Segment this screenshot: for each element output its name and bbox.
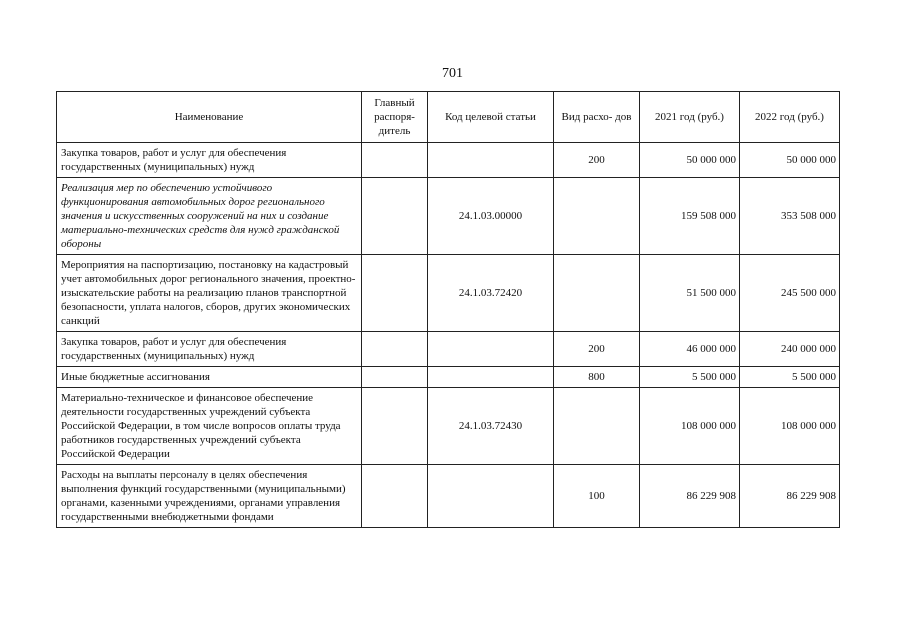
cell-year-2021: 46 000 000: [640, 332, 740, 367]
cell-main-manager: [362, 178, 428, 255]
cell-target-code: [428, 332, 554, 367]
cell-year-2022: 240 000 000: [740, 332, 840, 367]
cell-target-code: 24.1.03.00000: [428, 178, 554, 255]
cell-target-code: [428, 367, 554, 388]
header-name: Наименование: [57, 92, 362, 143]
table-row: [57, 465, 840, 528]
cell-expense-type: 100: [554, 465, 640, 528]
cell-year-2022: 108 000 000: [740, 388, 840, 465]
cell-expense-type: 200: [554, 332, 640, 367]
cell-main-manager: [362, 255, 428, 332]
cell-name: Материально-техническое и финансовое обеспечение деятельности государственных учреждений субъекта Российской Федерации, в том числе вопросов оплаты труда работников государственных учреждений субъекта Российской Федерации: [57, 388, 362, 465]
cell-name: Реализация мер по обеспечению устойчивого функционирования автомобильных дорог регионального значения и искусственных сооружений на них и создание материально-технических средств для нужд гражданской обороны: [57, 178, 362, 255]
cell-name: Закупка товаров, работ и услуг для обеспечения государственных (муниципальных) нужд: [57, 332, 362, 367]
table-row: [57, 178, 840, 255]
cell-expense-type: 200: [554, 143, 640, 178]
table-header-row: [57, 92, 840, 143]
cell-name: Иные бюджетные ассигнования: [57, 367, 362, 388]
cell-year-2022: 50 000 000: [740, 143, 840, 178]
cell-target-code: 24.1.03.72420: [428, 255, 554, 332]
header-year-2021: 2021 год (руб.): [640, 92, 740, 143]
cell-expense-type: 800: [554, 367, 640, 388]
header-main-manager: Главный распоря- дитель: [362, 92, 428, 143]
cell-main-manager: [362, 367, 428, 388]
cell-year-2022: 86 229 908: [740, 465, 840, 528]
cell-expense-type: [554, 255, 640, 332]
cell-target-code: [428, 465, 554, 528]
cell-main-manager: [362, 465, 428, 528]
table-row: [57, 332, 840, 367]
cell-expense-type: [554, 178, 640, 255]
header-year-2022: 2022 год (руб.): [740, 92, 840, 143]
cell-main-manager: [362, 388, 428, 465]
header-target-code: Код целевой статьи: [428, 92, 554, 143]
cell-year-2021: 108 000 000: [640, 388, 740, 465]
cell-target-code: 24.1.03.72430: [428, 388, 554, 465]
budget-table: [56, 91, 840, 528]
cell-year-2022: 353 508 000: [740, 178, 840, 255]
cell-year-2022: 245 500 000: [740, 255, 840, 332]
cell-year-2021: 51 500 000: [640, 255, 740, 332]
header-expense-type: Вид расхо- дов: [554, 92, 640, 143]
cell-expense-type: [554, 388, 640, 465]
cell-name: Расходы на выплаты персоналу в целях обеспечения выполнения функций государственными (муниципальными) органами, казенными учреждениями, органами управления государственными внебюджетными фондами: [57, 465, 362, 528]
cell-name: Закупка товаров, работ и услуг для обеспечения государственных (муниципальных) нужд: [57, 143, 362, 178]
cell-name: Мероприятия на паспортизацию, постановку на кадастровый учет автомобильных дорог регионального значения, проектно-изыскательские работы на реализацию планов транспортной безопасности, уплата налогов, сборов, других экономических санкций: [57, 255, 362, 332]
cell-year-2022: 5 500 000: [740, 367, 840, 388]
cell-year-2021: 159 508 000: [640, 178, 740, 255]
cell-year-2021: 50 000 000: [640, 143, 740, 178]
cell-main-manager: [362, 332, 428, 367]
cell-main-manager: [362, 143, 428, 178]
table-row: [57, 388, 840, 465]
cell-year-2021: 5 500 000: [640, 367, 740, 388]
cell-year-2021: 86 229 908: [640, 465, 740, 528]
cell-target-code: [428, 143, 554, 178]
table-row: [57, 143, 840, 178]
page-number: 701: [442, 66, 463, 81]
table-row: [57, 255, 840, 332]
table-row: [57, 367, 840, 388]
